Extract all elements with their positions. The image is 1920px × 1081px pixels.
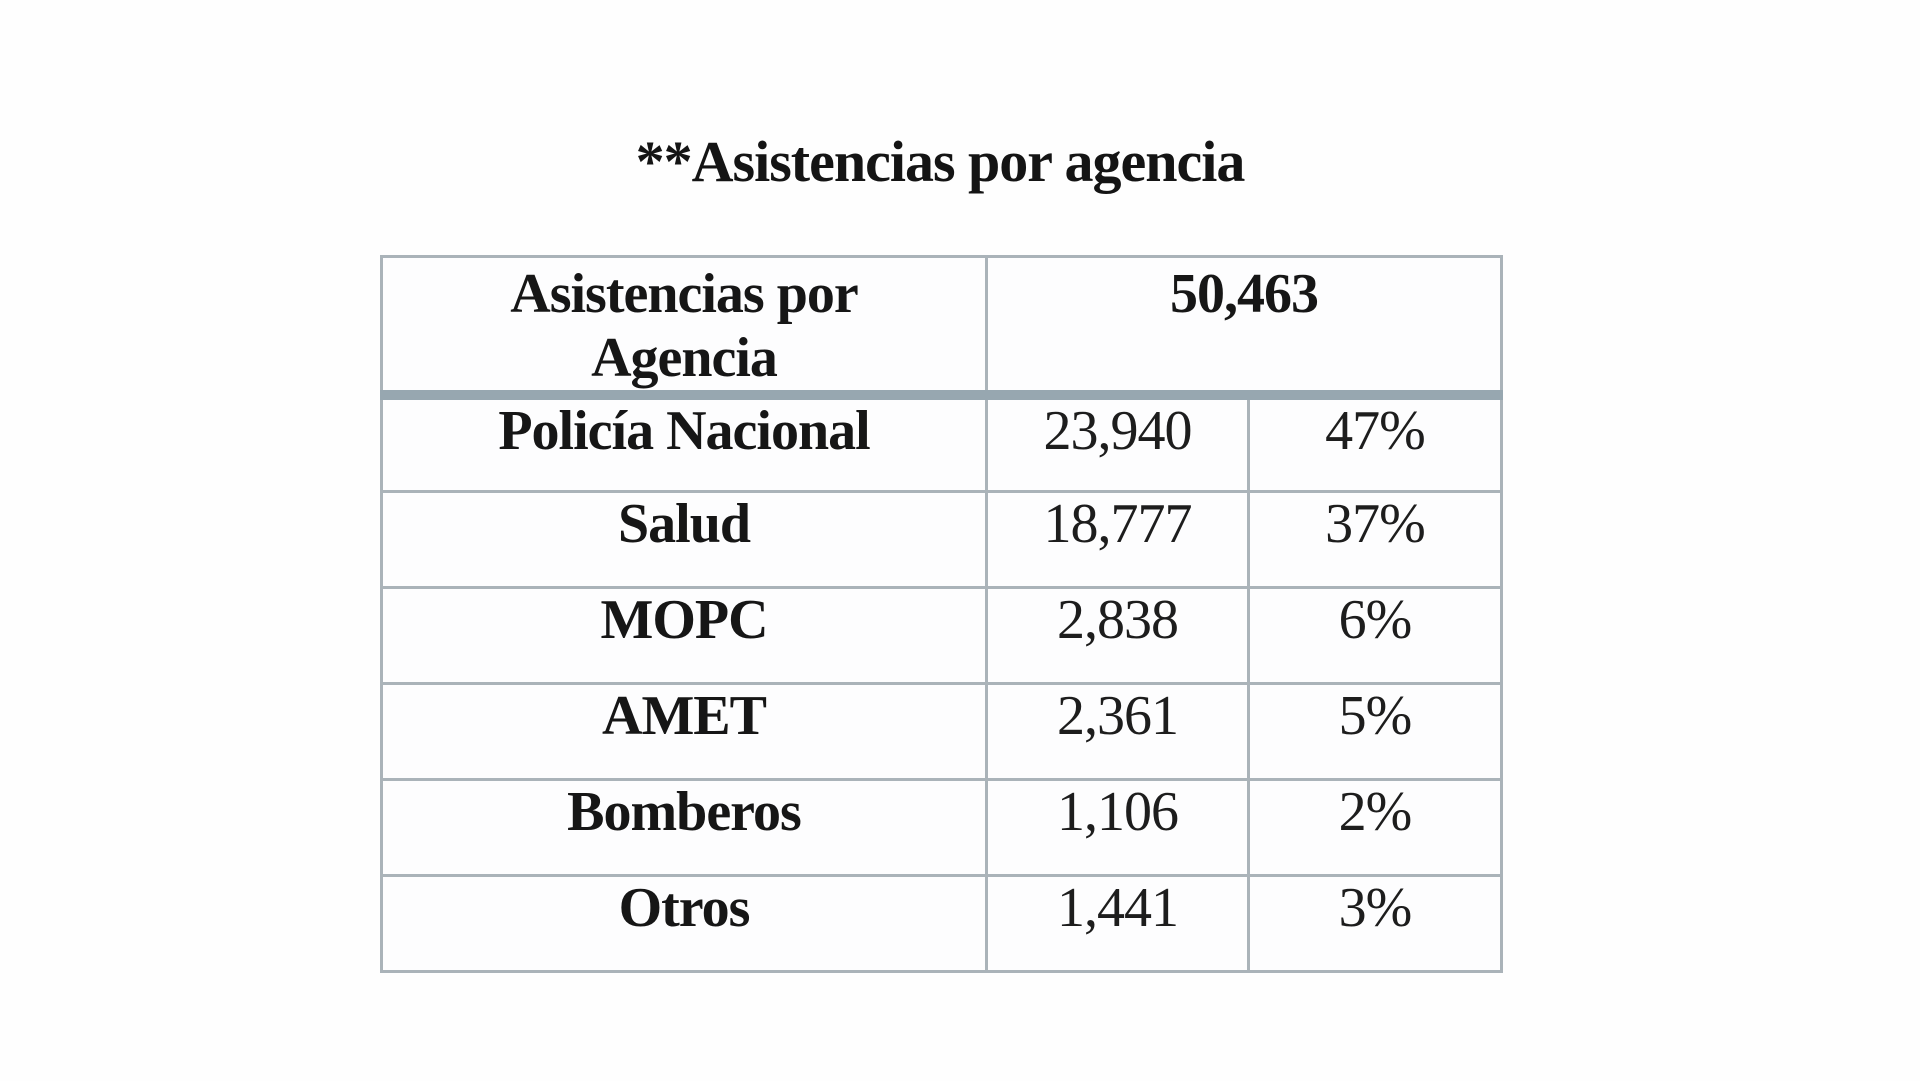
table-row-mopc bbox=[382, 587, 1502, 683]
table-row-salud bbox=[382, 491, 1502, 587]
agency-count-cell: 2,361 bbox=[987, 683, 1249, 779]
agency-percent-cell: 47% bbox=[1249, 395, 1502, 491]
agency-percent-cell: 3% bbox=[1249, 875, 1502, 971]
agency-percent-cell: 5% bbox=[1249, 683, 1502, 779]
agency-name-cell: Salud bbox=[382, 491, 987, 587]
agency-count-cell: 23,940 bbox=[987, 395, 1249, 491]
agency-percent-cell: 2% bbox=[1249, 779, 1502, 875]
agency-name-cell: MOPC bbox=[382, 587, 987, 683]
header-agency-label: Asistencias por Agencia bbox=[510, 263, 858, 389]
agency-name-cell: Policía Nacional bbox=[382, 395, 987, 491]
header-total-value: 50,463 bbox=[1170, 263, 1318, 325]
agency-name-cell: Bomberos bbox=[382, 779, 987, 875]
header-total-cell bbox=[987, 257, 1502, 396]
agency-count-cell: 1,441 bbox=[987, 875, 1249, 971]
asistencias-table bbox=[380, 255, 1503, 973]
agency-count-cell: 2,838 bbox=[987, 587, 1249, 683]
table-header-row bbox=[382, 257, 1502, 396]
agency-percent-cell: 6% bbox=[1249, 587, 1502, 683]
page-title: **Asistencias por agencia bbox=[635, 129, 1245, 194]
table-row-policia-nacional bbox=[382, 395, 1502, 491]
table-row-amet bbox=[382, 683, 1502, 779]
header-agency-cell bbox=[382, 257, 987, 396]
table-row-bomberos bbox=[382, 779, 1502, 875]
agency-count-cell: 18,777 bbox=[987, 491, 1249, 587]
agency-count-cell: 1,106 bbox=[987, 779, 1249, 875]
agency-percent-cell: 37% bbox=[1249, 491, 1502, 587]
agency-name-cell: Otros bbox=[382, 875, 987, 971]
table-row-otros bbox=[382, 875, 1502, 971]
agency-name-cell: AMET bbox=[382, 683, 987, 779]
